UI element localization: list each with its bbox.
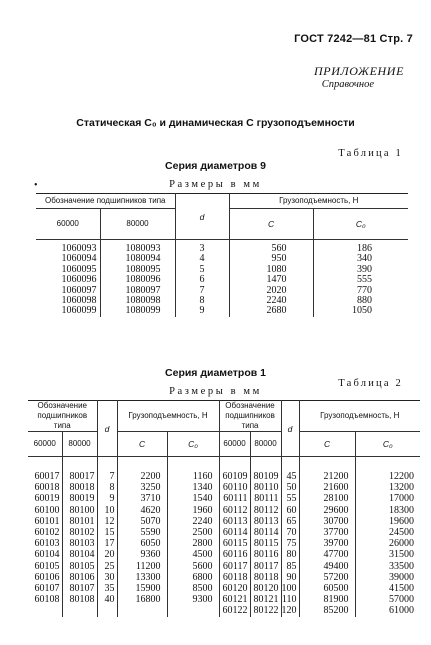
cell-60000-left: 60108 [28,594,62,605]
cell-60000-right: 60120 [219,583,250,594]
cell-C0: 770 [357,284,373,296]
cell-d: 6 [175,275,229,285]
cell-C-left: 3250 [117,482,167,493]
cell-80000: 1080094 [100,254,175,264]
table-row [28,594,420,605]
cell-60000-right: 60110 [219,482,250,493]
table1-series-title: Серия диаметров 9 [165,160,266,172]
cell-60000-left: 60017 [28,471,62,482]
table2 [28,400,420,617]
cell-60000-left: 60107 [28,583,62,594]
cell-60000-left: 60103 [28,538,62,549]
cell-d-left: 25 [97,561,117,572]
cell-60000: 1060096 [36,275,100,285]
cell-80000-left: 80101 [62,516,97,527]
table1-header-d: d [175,194,229,240]
cell-C-right: 28100 [299,493,355,504]
cell-60000-left: 60101 [28,516,62,527]
cell-d-right: 55 [281,493,299,504]
cell-80000-left: 80108 [62,594,97,605]
cell-60000-right: 60117 [219,561,250,572]
table1-header-80000: 80000 [100,209,175,240]
cell-C-left: 4620 [117,505,167,516]
cell-C-right: 37700 [299,527,355,538]
table-row [28,493,420,504]
table2-header-60000-right: 60000 [219,432,250,457]
cell-C-right: 39700 [299,538,355,549]
cell-C: 560 [229,244,313,254]
cell-80000-right: 80109 [250,471,281,482]
cell-d-left: 30 [97,572,117,583]
table-row [28,561,420,572]
cell-60000-left: 60018 [28,482,62,493]
cell-d-right: 50 [281,482,299,493]
cell-60000-left: 60100 [28,505,62,516]
cell-60000-left: 60106 [28,572,62,583]
cell-60000-left: 60104 [28,549,62,560]
cell-C0-left: 2500 [167,527,219,538]
cell-d-right: 85 [281,561,299,572]
cell-80000-left: 80100 [62,505,97,516]
cell-C-left: 5590 [117,527,167,538]
cell-C0-right: 26000 [389,538,415,550]
cell-C0: 340 [357,253,373,265]
cell-60000: 1060093 [36,244,100,254]
cell-80000-left: 80102 [62,527,97,538]
cell-C-left: 3710 [117,493,167,504]
table1-header-C: C [229,209,313,240]
cell-60000-left: 60105 [28,561,62,572]
cell-60000-left: 60019 [28,493,62,504]
standard-header: ГОСТ 7242—81 Стр. 7 [294,33,413,45]
cell-d-right: 90 [281,572,299,583]
cell-d-right: 110 [281,594,299,605]
cell-60000-right: 60115 [219,538,250,549]
cell-80000-right: 80110 [250,482,281,493]
cell-60000-right: 60114 [219,527,250,538]
cell-C: 2680 [229,306,313,316]
table2-label: Таблица 2 [338,378,403,389]
cell-80000-right: 80116 [250,549,281,560]
cell-60000-right: 60116 [219,549,250,560]
cell-C-left: 9360 [117,549,167,560]
cell-60000: 1060094 [36,254,100,264]
cell-60000-right: 60118 [219,572,250,583]
cell-80000: 1080098 [100,296,175,306]
cell-C0-left: 2240 [167,516,219,527]
table2-header-capacity-left: Грузоподъемность, Н [117,401,219,432]
cell-d: 3 [175,244,229,254]
cell-C0-right: 24500 [389,527,415,539]
cell-80000-left: 80018 [62,482,97,493]
cell-C0-left: 1960 [167,505,219,516]
table2-header-C0-left: C₀ [167,432,219,457]
cell-d-left: 20 [97,549,117,560]
cell-80000: 1080093 [100,244,175,254]
table2-header-60000-left: 60000 [28,432,62,457]
cell-80000-left: 80019 [62,493,97,504]
table2-header-designation-left: Обозначение подшипников типа [28,401,97,432]
cell-d: 9 [175,306,229,316]
table1-label: Таблица 1 [338,148,403,159]
table1-header-capacity: Грузоподъемность, Н [229,194,408,209]
cell-80000-left [62,605,97,616]
cell-80000-right: 80121 [250,594,281,605]
cell-d: 4 [175,254,229,264]
table1-header-C0: C₀ [313,209,408,240]
cell-d: 5 [175,265,229,275]
cell-C: 950 [229,254,313,264]
cell-d-left: 35 [97,583,117,594]
cell-80000-left: 80103 [62,538,97,549]
cell-C0-left: 6800 [167,572,219,583]
cell-C0: 555 [357,274,373,286]
cell-C-right: 57200 [299,572,355,583]
cell-d-left: 10 [97,505,117,516]
cell-80000-right: 80114 [250,527,281,538]
cell-80000-right: 80117 [250,561,281,572]
cell-60000-right: 60121 [219,594,250,605]
cell-d-right: 65 [281,516,299,527]
cell-60000: 1060097 [36,286,100,296]
cell-C0: 1050 [352,305,373,317]
table-row [28,549,420,560]
cell-d-left: 8 [97,482,117,493]
table-row [28,505,420,516]
table2-header-capacity-right: Грузоподъемность, Н [299,401,420,432]
appendix-subtitle: Справочное [321,79,374,90]
cell-d: 8 [175,296,229,306]
cell-C0-right: 41500 [389,583,415,595]
cell-C0-right: 18300 [389,504,415,516]
table1-header-60000: 60000 [36,209,100,240]
cell-C-left: 11200 [117,561,167,572]
cell-C: 1470 [229,275,313,285]
cell-d-right: 60 [281,505,299,516]
cell-d-left: 9 [97,493,117,504]
table-row [36,306,408,316]
table2-header-C0-right: C₀ [355,432,420,457]
cell-C-left: 2200 [117,471,167,482]
cell-80000: 1080096 [100,275,175,285]
cell-C-right: 85200 [299,605,355,616]
cell-80000-right: 80120 [250,583,281,594]
cell-80000: 1080099 [100,306,175,316]
table2-header-C-right: C [299,432,355,457]
cell-C0-left: 9300 [167,594,219,605]
cell-C-right: 49400 [299,561,355,572]
cell-80000-left: 80107 [62,583,97,594]
cell-80000: 1080095 [100,265,175,275]
cell-d-left: 40 [97,594,117,605]
cell-C0-left: 1540 [167,493,219,504]
cell-d-right: 120 [281,605,299,616]
cell-d-left: 17 [97,538,117,549]
cell-C-right: 21600 [299,482,355,493]
cell-C-right: 29600 [299,505,355,516]
cell-d-left: 15 [97,527,117,538]
cell-d: 7 [175,286,229,296]
cell-C-right: 81900 [299,594,355,605]
cell-C0-right: 31500 [389,549,415,561]
cell-C: 2240 [229,296,313,306]
appendix-title: ПРИЛОЖЕНИЕ [314,64,404,78]
cell-C0: 186 [357,243,373,254]
table-row [28,516,420,527]
cell-60000-right: 60109 [219,471,250,482]
table2-header-d-left: d [97,401,117,457]
cell-C0: 880 [357,295,373,307]
cell-C-left: 15900 [117,583,167,594]
table-row [28,471,420,482]
cell-C0-left: 4500 [167,549,219,560]
cell-C0-right: 19600 [389,515,415,527]
cell-80000-right: 80115 [250,538,281,549]
cell-60000: 1060095 [36,265,100,275]
table2-header-d-right: d [281,401,299,457]
table-row [28,527,420,538]
cell-80000-right: 80113 [250,516,281,527]
table2-header-80000-left: 80000 [62,432,97,457]
cell-C0-right: 33500 [389,560,415,572]
cell-60000-right: 60122 [219,605,250,616]
cell-d-left: 7 [97,471,117,482]
cell-C0-right: 13200 [389,482,415,494]
cell-C-right: 30700 [299,516,355,527]
cell-C-right: 21200 [299,471,355,482]
bullet-mark: • [34,180,38,191]
document-title: Статическая C₀ и динамическая C грузоподъемности [76,117,355,129]
table2-series-title: Серия диаметров 1 [165,367,266,379]
cell-60000-right: 60113 [219,516,250,527]
cell-60000-right: 60112 [219,505,250,516]
cell-60000: 1060098 [36,296,100,306]
cell-d-left [97,605,117,616]
cell-d-right: 45 [281,471,299,482]
cell-80000-right: 80112 [250,505,281,516]
cell-C-left: 13300 [117,572,167,583]
cell-C0-right: 57000 [389,594,415,606]
table1 [36,193,408,317]
cell-C0-left: 1160 [167,471,219,482]
table2-header-designation-right: Обозначение подшипников типа [219,401,281,432]
table-row [28,538,420,549]
cell-C0-right: 17000 [389,493,415,505]
table-row [28,583,420,594]
table2-sizes-caption: Размеры в мм [169,386,262,397]
table2-header-80000-right: 80000 [250,432,281,457]
table2-header-C-left: C [117,432,167,457]
cell-80000-right: 80111 [250,493,281,504]
cell-80000-left: 80104 [62,549,97,560]
cell-80000-left: 80017 [62,471,97,482]
cell-C0-right: 61000 [389,605,415,617]
cell-60000: 1060099 [36,306,100,316]
cell-C: 2020 [229,286,313,296]
cell-C-right: 60500 [299,583,355,594]
table-row [28,572,420,583]
cell-d-left: 12 [97,516,117,527]
cell-d-right: 80 [281,549,299,560]
cell-C0-right: 39000 [389,571,415,583]
cell-C0-left: 2800 [167,538,219,549]
table-row [28,482,420,493]
cell-C-right: 47700 [299,549,355,560]
table1-sizes-caption: Размеры в мм [169,179,262,190]
cell-80000-left: 80105 [62,561,97,572]
table1-header-designation: Обозначение подшипников типа [36,194,175,209]
cell-C: 1080 [229,265,313,275]
cell-80000-right: 80122 [250,605,281,616]
cell-60000-left [28,605,62,616]
cell-60000-left: 60102 [28,527,62,538]
cell-C-left [117,605,167,616]
cell-C0-left: 1340 [167,482,219,493]
cell-C0-left: 5600 [167,561,219,572]
cell-C0-left: 8500 [167,583,219,594]
cell-C-left: 5070 [117,516,167,527]
cell-80000: 1080097 [100,286,175,296]
cell-d-right: 75 [281,538,299,549]
table-row [28,605,420,616]
cell-d-right: 100 [281,583,299,594]
cell-80000-right: 80118 [250,572,281,583]
cell-C0: 390 [357,263,373,275]
cell-C0-right: 12200 [389,471,415,482]
cell-d-right: 70 [281,527,299,538]
cell-C0-left [167,605,219,616]
cell-C-left: 6050 [117,538,167,549]
cell-60000-right: 60111 [219,493,250,504]
cell-C-left: 16800 [117,594,167,605]
cell-80000-left: 80106 [62,572,97,583]
